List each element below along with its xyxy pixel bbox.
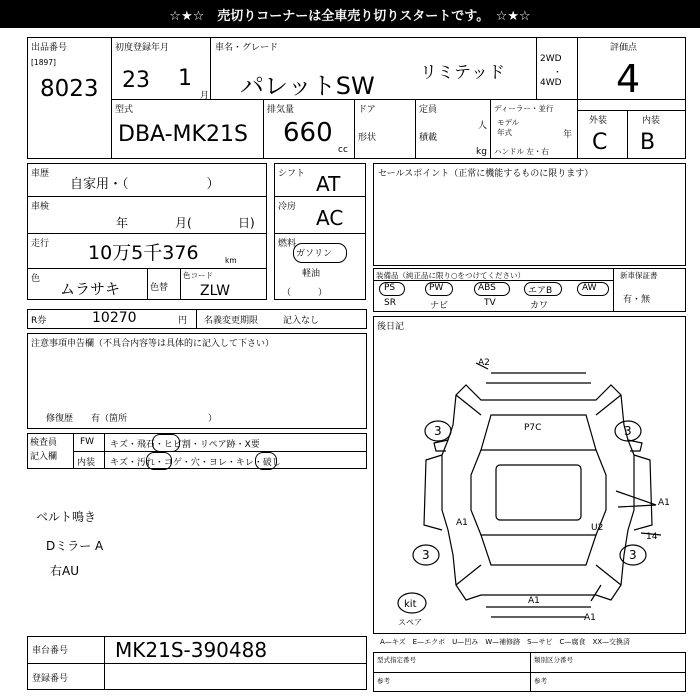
shaken-label: 車検 bbox=[31, 202, 50, 212]
mark-a1-left: A1 bbox=[456, 518, 468, 528]
car-grade-value: リミテッド bbox=[420, 63, 505, 83]
inspector-int-items: キズ・汚れ・コゲ・穴・ヨレ・キレ・破し bbox=[110, 458, 281, 468]
mileage-value: 10万5千376 bbox=[88, 242, 199, 264]
lot-number: 8023 bbox=[40, 76, 99, 102]
ac-value: AC bbox=[316, 206, 344, 230]
model-label: 型式 bbox=[115, 105, 134, 115]
drive-2wd: 2WD bbox=[540, 54, 562, 64]
mark-kit: kit bbox=[404, 599, 417, 610]
first-reg-month-unit: 月 bbox=[200, 91, 210, 101]
displacement-label: 排気量 bbox=[267, 105, 295, 115]
warranty-label: 新車保証書 bbox=[620, 271, 658, 280]
equip-navi: ナビ bbox=[430, 301, 449, 311]
equip-abs: ABS bbox=[478, 283, 496, 293]
equip-sr: SR bbox=[384, 298, 396, 308]
mark-p7c: P7C bbox=[524, 423, 542, 433]
score-int-label: 内装 bbox=[642, 116, 661, 126]
recycle-value: 10270 bbox=[92, 310, 137, 326]
int-dirt-circle bbox=[146, 452, 172, 470]
first-reg-month: 1 bbox=[178, 66, 192, 91]
color-code: ZLW bbox=[200, 283, 230, 299]
remarks-label: 後日記 bbox=[377, 322, 405, 332]
equip-tv: TV bbox=[484, 298, 496, 308]
form-f2-label: 類別区分番号 bbox=[534, 656, 573, 664]
ps-circle bbox=[379, 282, 405, 296]
form-f1-label: 型式指定番号 bbox=[377, 656, 416, 664]
score-label: 評価点 bbox=[610, 43, 638, 53]
dealer-label: ディーラー・並行 bbox=[494, 104, 554, 113]
car-name-label: 車名・グレード bbox=[215, 43, 279, 53]
dealer-year-unit: 年 bbox=[563, 130, 573, 140]
int-wrinkle-circle bbox=[255, 452, 277, 470]
color-change-label: 色替 bbox=[150, 283, 169, 293]
color-code-label: 色コード bbox=[183, 271, 213, 280]
shaken-day: 日) bbox=[238, 216, 255, 230]
mileage-unit: km bbox=[225, 256, 237, 265]
shift-value: AT bbox=[316, 172, 341, 196]
form-ref-2: 参考 bbox=[534, 677, 547, 685]
drive-dot: ・ bbox=[553, 68, 563, 78]
fuel-diesel: 軽油 bbox=[302, 269, 321, 279]
mark-tire-fr: 3 bbox=[624, 424, 632, 438]
fw-chip-circle bbox=[152, 434, 180, 452]
mark-a2: A2 bbox=[478, 358, 490, 368]
fuel-gas: ガソリン bbox=[296, 249, 333, 259]
score-int: B bbox=[640, 130, 656, 155]
recycle-unit: 円 bbox=[178, 316, 188, 326]
capacity-label: 定員 bbox=[419, 105, 438, 115]
mark-a1-corner: A1 bbox=[584, 613, 596, 623]
model-value: DBA-MK21S bbox=[118, 122, 248, 147]
equipment-label: 装備品（純正品に限り○をつけてください） bbox=[376, 271, 526, 280]
warranty-value: 有・無 bbox=[623, 295, 651, 305]
title-doc-value: 記入なし bbox=[283, 316, 320, 326]
first-reg-label: 初度登録年月 bbox=[115, 43, 170, 53]
chassis-value: MK21S-390488 bbox=[115, 638, 268, 662]
equip-airbag: エアB bbox=[528, 286, 553, 296]
color-value: ムラサキ bbox=[60, 280, 121, 298]
score-ext-label: 外装 bbox=[589, 116, 608, 126]
mark-a1-right: A1 bbox=[658, 498, 670, 508]
mark-tire-fl: 3 bbox=[434, 424, 442, 438]
damage-legend: A—キズ E—エクボ U—凹み W—補修跡 S—サビ C—腐食 XX—交換済 bbox=[380, 638, 631, 646]
inspector-label: 検査員 記入欄 bbox=[30, 438, 58, 462]
note-1: ベルト鳴き bbox=[36, 510, 97, 524]
score-ext: C bbox=[592, 130, 608, 155]
form-ref-1: 参考 bbox=[377, 677, 390, 685]
first-reg-year: 23 bbox=[122, 68, 150, 93]
spare-label: スペア bbox=[398, 618, 422, 627]
car-name-value: パレットSW bbox=[240, 72, 375, 100]
sales-point-label: セールスポイント（正常に機能するものに限ります） bbox=[378, 169, 594, 179]
mark-14: 14 bbox=[646, 532, 658, 542]
fuel-label: 燃料 bbox=[278, 239, 297, 249]
history-value: 自家用・（ ） bbox=[70, 177, 220, 192]
shaken-year: 年 bbox=[116, 216, 129, 230]
history-label: 車歴 bbox=[31, 169, 50, 179]
load-unit: kg bbox=[476, 147, 487, 157]
dealer-handle: ハンドル 左・右 bbox=[494, 147, 549, 156]
ac-label: 冷房 bbox=[278, 202, 297, 212]
color-label: 色 bbox=[31, 274, 41, 284]
door-shape-label: 形状 bbox=[358, 133, 377, 143]
title-doc-label: 名義変更期限 bbox=[204, 316, 259, 326]
equip-aw: AW bbox=[582, 283, 597, 293]
mark-tire-rr: 3 bbox=[629, 548, 637, 562]
shaken-month: 月( bbox=[175, 216, 192, 230]
mark-u2: U2 bbox=[591, 523, 604, 533]
capacity-unit: 人 bbox=[478, 121, 488, 131]
equip-pw: PW bbox=[429, 283, 444, 293]
door-label: ドア bbox=[358, 105, 376, 115]
note-3: 右AU bbox=[50, 564, 79, 578]
recycle-label: R券 bbox=[31, 316, 47, 326]
lot-sub: [1897] bbox=[31, 58, 56, 67]
mark-a1-rear: A1 bbox=[528, 596, 540, 606]
lot-label: 出品番号 bbox=[31, 43, 68, 53]
registration-label: 登録番号 bbox=[32, 674, 69, 684]
inspector-int-label: 内装 bbox=[77, 458, 96, 468]
repair-history: 修復歴 有（箇所 ） bbox=[46, 414, 218, 424]
abs-circle bbox=[474, 282, 510, 296]
fuel-other: （ ） bbox=[282, 288, 328, 298]
chassis-label: 車台番号 bbox=[32, 646, 69, 656]
pw-circle bbox=[425, 282, 453, 296]
fuel-gas-circle bbox=[293, 243, 347, 263]
mark-tire-rl: 3 bbox=[422, 548, 430, 562]
car-damage-diagram bbox=[396, 355, 686, 630]
inspector-fw-label: FW bbox=[80, 437, 95, 447]
equip-leather: カワ bbox=[530, 301, 549, 311]
load-label: 積載 bbox=[419, 133, 438, 143]
inspector-fw-items: キズ・飛石・ヒビ割・リペア跡・X要 bbox=[110, 440, 260, 450]
dealer-model-year: モデル 年式 bbox=[497, 118, 520, 137]
airbag-circle bbox=[524, 282, 562, 296]
displacement-unit: cc bbox=[338, 145, 348, 155]
equip-ps: PS bbox=[384, 283, 396, 293]
aw-circle bbox=[577, 282, 609, 296]
displacement-value: 660 bbox=[283, 118, 333, 148]
score-value: 4 bbox=[616, 57, 641, 101]
caution-label: 注意事項申告欄（不具合内容等は具体的に記入して下さい） bbox=[31, 339, 275, 349]
drive-4wd: 4WD bbox=[540, 78, 562, 88]
mileage-label: 走行 bbox=[31, 239, 50, 249]
note-2: Dミラー A bbox=[46, 539, 104, 553]
banner: ☆★☆ 売切りコーナーは全車売り切りスタートです。 ☆★☆ bbox=[0, 0, 700, 28]
shift-label: シフト bbox=[278, 169, 306, 179]
